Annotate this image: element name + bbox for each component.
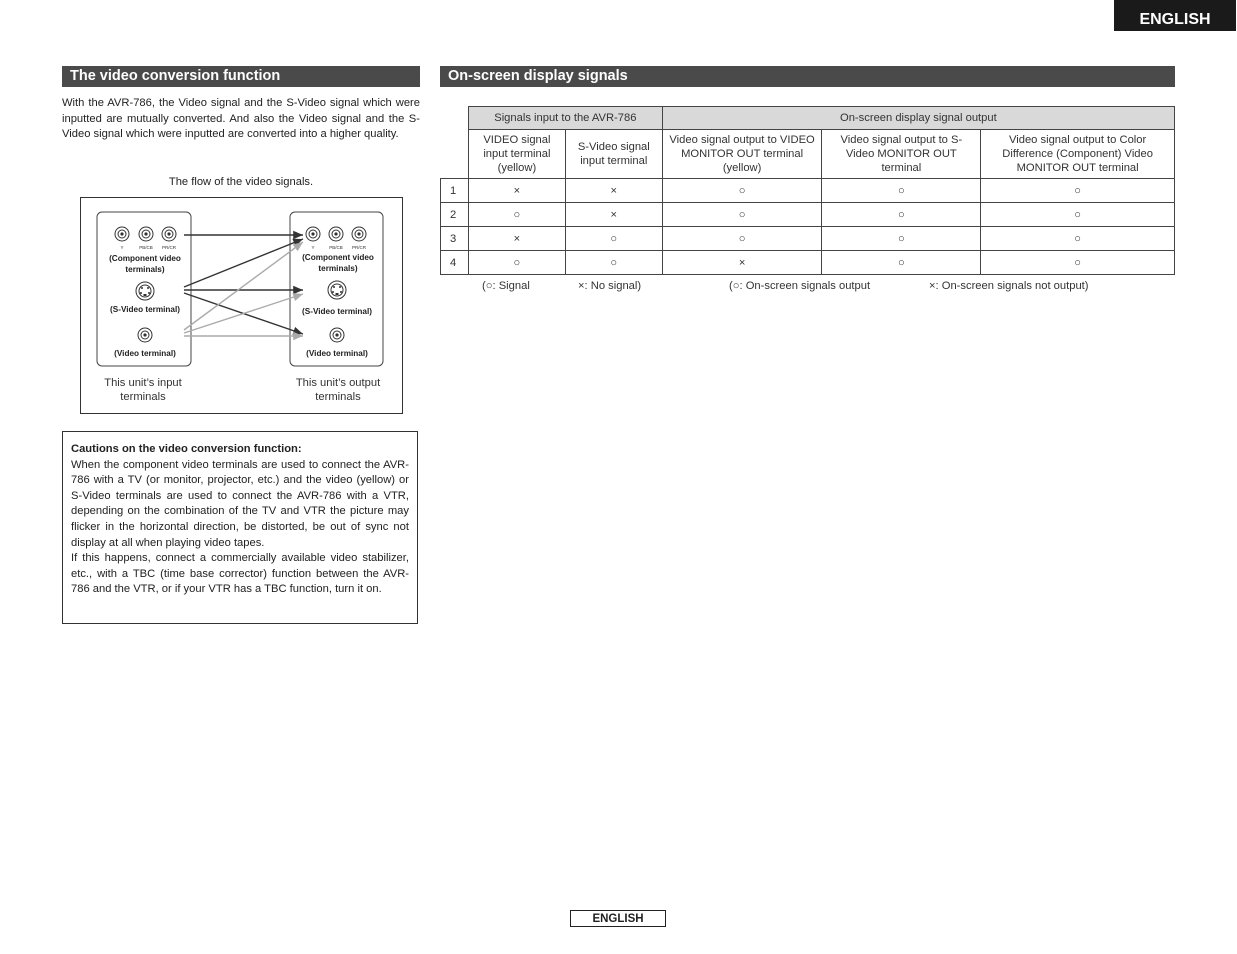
table-cell: ○ — [981, 251, 1175, 275]
table-cell: ○ — [822, 227, 981, 251]
language-tab: ENGLISH — [1114, 0, 1236, 31]
svg-text:(Video terminal): (Video terminal) — [306, 349, 368, 358]
svg-text:(Component video: (Component video — [109, 254, 181, 263]
table-corner-2 — [441, 130, 469, 179]
svg-text:Y: Y — [311, 245, 315, 250]
column-header: Video signal output to VIDEO MONITOR OUT terminal (yellow) — [662, 130, 822, 179]
group-header-output: On-screen display signal output — [662, 107, 1174, 130]
flow-caption: The flow of the video signals. — [168, 176, 314, 188]
table-cell: ○ — [565, 227, 662, 251]
svg-text:terminals: terminals — [315, 391, 361, 403]
caution-box — [62, 431, 418, 624]
table-corner — [441, 107, 469, 130]
table-cell: ○ — [468, 251, 565, 275]
svg-text:(Component video: (Component video — [302, 253, 374, 262]
intro-paragraph: With the AVR-786, the Video signal and the S-Video signal which were inputted are mutually converted. And also the Video signal and the S-Video signal which were inputted are converted into a higher quality. — [62, 97, 420, 140]
table-cell: ○ — [822, 203, 981, 227]
table-cell: ○ — [662, 203, 822, 227]
table-cell: ○ — [565, 251, 662, 275]
signal-flow-arrows — [184, 235, 303, 336]
svg-text:This unit’s input: This unit’s input — [104, 377, 182, 389]
table-cell: ○ — [662, 179, 822, 203]
row-number: 4 — [441, 251, 469, 275]
column-header: VIDEO signal input terminal (yellow) — [468, 130, 565, 179]
table-cell: ○ — [981, 227, 1175, 251]
input-component-jacks — [115, 227, 176, 241]
section-title-video-conversion: The video conversion function — [62, 66, 420, 87]
svg-text:Y: Y — [120, 245, 124, 250]
table-cell: × — [468, 179, 565, 203]
legend-osd-output: (○: On-screen signals output — [729, 280, 871, 292]
output-component-jacks — [306, 227, 366, 241]
legend-signal: (○: Signal — [482, 280, 530, 292]
column-header: S-Video signal input terminal — [565, 130, 662, 179]
table-cell: ○ — [981, 179, 1175, 203]
video-flow-diagram — [80, 197, 403, 414]
table-cell: × — [565, 179, 662, 203]
caution-body-2: If this happens, connect a commercially available video stabilizer, etc., with a TBC (time base corrector) function between the AVR-786 and the VTR, or if your VTR has a TBC function, turn it on. — [71, 552, 409, 596]
table-cell: ○ — [822, 179, 981, 203]
table-cell: × — [468, 227, 565, 251]
table-cell: × — [662, 251, 822, 275]
caution-body-1: When the component video terminals are used to connect the AVR-786 with a TV (or monitor, projector, etc.) and the video (yellow) or S-Video terminals are used to connect the AVR-786 with a VTR, depending on the combination of the TV and VTR the picture may flicker in the horizontal direction, be distorted, be out of sync not display at all when playing video tapes. — [71, 458, 409, 549]
table-row — [441, 251, 1175, 275]
output-video-jack — [330, 328, 344, 342]
svg-text:PB/CB: PB/CB — [329, 245, 343, 250]
svg-text:terminals: terminals — [120, 391, 166, 403]
svg-text:This unit’s output: This unit’s output — [295, 377, 381, 389]
svg-text:(S-Video terminal): (S-Video terminal) — [302, 307, 372, 316]
legend-osd-not-output: ×: On-screen signals not output) — [929, 280, 1089, 292]
svg-text:terminals): terminals) — [318, 264, 358, 273]
svg-text:terminals): terminals) — [125, 265, 165, 274]
section-title-osd-signals: On-screen display signals — [440, 66, 1175, 87]
osd-signal-table — [440, 106, 1175, 275]
table-row — [441, 227, 1175, 251]
table-cell: ○ — [822, 251, 981, 275]
svg-text:PB/CB: PB/CB — [139, 245, 153, 250]
svg-text:(Video terminal): (Video terminal) — [114, 349, 176, 358]
row-number: 3 — [441, 227, 469, 251]
footer-language-label: ENGLISH — [570, 910, 666, 927]
caution-title: Cautions on the video conversion function: — [71, 443, 302, 455]
table-cell: ○ — [981, 203, 1175, 227]
group-header-input: Signals input to the AVR-786 — [468, 107, 662, 130]
column-header: Video signal output to S-Video MONITOR OUT terminal — [822, 130, 981, 179]
input-svideo-jack — [136, 282, 154, 300]
row-number: 1 — [441, 179, 469, 203]
table-cell: ○ — [662, 227, 822, 251]
svg-text:PR/CR: PR/CR — [161, 245, 177, 250]
column-header: Video signal output to Color Difference (Component) Video MONITOR OUT terminal — [981, 130, 1175, 179]
output-svideo-jack — [328, 281, 346, 299]
svg-text:PR/CR: PR/CR — [351, 245, 367, 250]
table-row — [441, 179, 1175, 203]
table-cell: × — [565, 203, 662, 227]
row-number: 2 — [441, 203, 469, 227]
svg-text:(S-Video terminal): (S-Video terminal) — [110, 305, 180, 314]
input-video-jack — [138, 328, 152, 342]
table-row — [441, 203, 1175, 227]
table-cell: ○ — [468, 203, 565, 227]
legend-no-signal: ×: No signal) — [578, 280, 642, 292]
